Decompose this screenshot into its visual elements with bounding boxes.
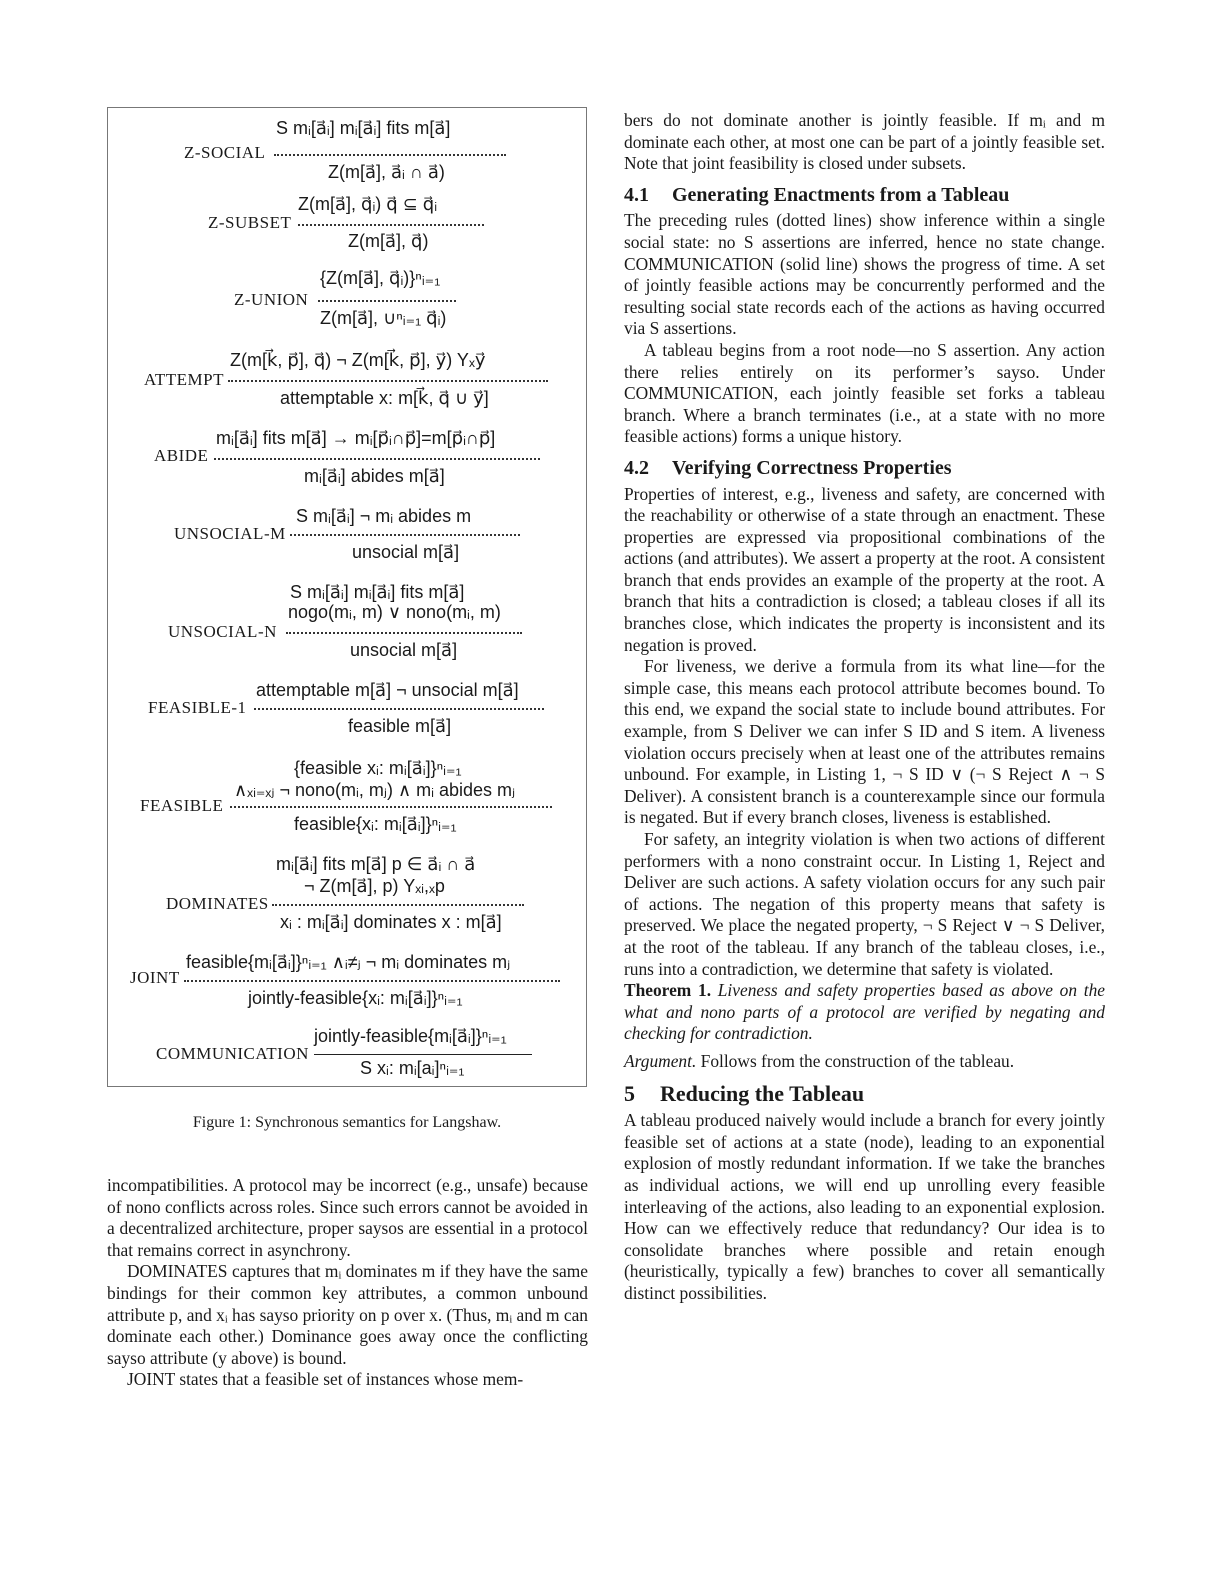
section-title: Verifying Correctness Properties	[672, 456, 952, 479]
rule-premise: ¬ Z(m[a⃗], p) Yₓᵢ,ₓp	[304, 876, 445, 896]
rule-dotted-line	[298, 224, 484, 226]
rule-conclusion: S xᵢ: mᵢ[aᵢ]ⁿᵢ₌₁	[360, 1058, 465, 1078]
rule-premise: Z(m[k⃗, p⃗], q⃗) ¬ Z(m[k⃗, p⃗], y⃗) Yₓy⃗	[230, 350, 486, 370]
argument-text: Follows from the construction of the tableau.	[700, 1050, 1015, 1071]
rule-premise: S mᵢ[a⃗ᵢ] ¬ mᵢ abides m	[296, 506, 472, 526]
rule-name: JOINT	[130, 968, 180, 987]
paragraph: Properties of interest, e.g., liveness and safety, are concerned with the reachability or otherwise of a state through an enactment. These properties are expressed via propositional combinations of the actions (and attributes). We assert a property at the root. A consistent branch that ends provides an example of the property at the root. A branch that hits a contradiction is closed; a tableau closes if all its branches close, which indicates the property is inconsistent and its negation is proved.	[624, 483, 1105, 655]
rule-conclusion: feasible{xᵢ: mᵢ[a⃗ᵢ]}ⁿᵢ₌₁	[294, 814, 457, 834]
rule-premise: Z(m[a⃗], q⃗ᵢ) q⃗ ⊆ q⃗ᵢ	[298, 194, 438, 214]
rule-conclusion: Z(m[a⃗], ∪ⁿᵢ₌₁ q⃗ᵢ)	[320, 308, 447, 328]
paragraph: incompatibilities. A protocol may be incorrect (e.g., unsafe) because of nono conflicts across roles. Since such errors cannot be avoided in a decentralized architecture, proper saysos are essential in a protocol that remains correct in asynchrony.	[107, 1175, 589, 1260]
theorem-text: Liveness and safety properties based as above on the what and nono parts of a protocol are verified by negating and checking for contradiction.	[624, 980, 1105, 1044]
rule-dotted-line	[228, 380, 548, 382]
rule-unsocial-m	[108, 504, 588, 584]
figure-caption: Figure 1: Synchronous semantics for Langshaw.	[192, 1114, 502, 1131]
section-title: Reducing the Tableau	[660, 1080, 865, 1106]
rule-dotted-line	[254, 708, 544, 710]
rule-premise: ∧ₓᵢ₌ₓⱼ ¬ nono(mᵢ, mⱼ) ∧ mᵢ abides mⱼ	[234, 780, 516, 800]
paragraph: bers do not dominate another is jointly feasible. If mᵢ and m dominate each other, at most one can be part of a jointly feasible set. Note that joint feasibility is closed under subsets.	[624, 110, 1105, 174]
rule-name: Z-SUBSET	[208, 213, 292, 232]
section-heading-4-1	[624, 185, 1105, 207]
paragraph: DOMINATES captures that mᵢ dominates m if they have the same bindings for their common key attributes, a common unbound attribute p, and xᵢ has sayso priority on p over x. (Thus, mᵢ and m can dominate each other.) Dominance goes away once the conflicting sayso attribute (y above) is bound.	[107, 1261, 588, 1368]
rule-conclusion: feasible m[a⃗]	[348, 716, 452, 736]
rule-premise: S mᵢ[a⃗ᵢ] mᵢ[a⃗ᵢ] fits m[a⃗]	[290, 582, 465, 602]
section-title: Generating Enactments from a Tableau	[672, 183, 1010, 206]
rule-solid-line	[314, 1054, 532, 1055]
rule-name: FEASIBLE-1	[148, 698, 247, 717]
rule-premise: mᵢ[a⃗ᵢ] fits m[a⃗] p ∈ a⃗ᵢ ∩ a⃗	[276, 854, 476, 874]
rule-z-subset	[108, 192, 588, 272]
rule-dotted-line	[286, 632, 522, 634]
rule-name: UNSOCIAL-N	[168, 622, 277, 641]
rule-name: COMMUNICATION	[156, 1044, 309, 1063]
rule-dominates	[108, 852, 588, 942]
rule-name: Z-UNION	[234, 290, 309, 309]
theorem-label: Theorem 1.	[624, 980, 712, 1001]
paragraph: For liveness, we derive a formula from its what line—for the simple case, this means each protocol attribute becomes bound. To this end, we expand the social state to include bound attributes. For example, from S Deliver we can infer S ID and S item. A liveness violation occurs precisely when at least one of the attributes remains unbound. For example, in Listing 1, ¬ S ID ∨ (¬ S Reject ∧ ¬ S Deliver). A consistent branch is a counterexample since our formula is negated. But if every branch closes, liveness is established.	[624, 656, 1105, 828]
rule-dotted-line	[272, 904, 524, 906]
rule-feasible	[108, 756, 588, 846]
rule-name: DOMINATES	[166, 894, 269, 913]
rule-premise: S mᵢ[a⃗ᵢ] mᵢ[a⃗ᵢ] fits m[a⃗]	[276, 118, 451, 138]
rule-joint	[108, 950, 588, 1030]
rule-premise: nogo(mᵢ, m) ∨ nono(mᵢ, m)	[288, 602, 501, 622]
rule-dotted-line	[214, 458, 540, 460]
section-heading-4-2	[624, 458, 1105, 480]
section-heading-5	[624, 1080, 1105, 1106]
paragraph: JOINT states that a feasible set of instances whose mem-	[127, 1369, 524, 1390]
left-column	[107, 1175, 588, 1391]
rule-conclusion: xᵢ : mᵢ[a⃗ᵢ] dominates x : m[a⃗]	[280, 912, 502, 932]
rule-premise: feasible{mᵢ[a⃗ᵢ]}ⁿᵢ₌₁ ∧ᵢ≠ⱼ ¬ mᵢ dominates mⱼ	[186, 952, 511, 972]
rule-communication	[108, 1024, 588, 1104]
rule-name: ATTEMPT	[144, 370, 224, 389]
rule-premise: jointly-feasible{mᵢ[a⃗ᵢ]}ⁿᵢ₌₁	[314, 1026, 507, 1046]
paragraph: A tableau produced naively would include a branch for every jointly feasible set of actions at a state (node), leading to an exponential explosion of mostly redundant information. If we take the branches as individual actions, we will end up unrolling every feasible interleaving of the actions, also leading to an exponential explosion. How can we effectively reduce that redundancy? Our idea is to consolidate branches where possible and retain enough (heuristically, typically a few) branches to cover all semantically distinct possibilities.	[624, 1110, 1105, 1303]
rule-conclusion: Z(m[a⃗], a⃗ᵢ ∩ a⃗)	[328, 162, 445, 182]
rule-premise: mᵢ[a⃗ᵢ] fits m[a⃗] → mᵢ[p⃗ᵢ∩p⃗]=m[p⃗ᵢ∩p⃗]	[216, 428, 496, 448]
rule-abide	[108, 426, 588, 506]
argument-label: Argument.	[624, 1050, 697, 1071]
rule-z-union	[108, 266, 588, 346]
section-number: 4.1	[624, 183, 649, 206]
rule-dotted-line	[230, 806, 552, 808]
rule-conclusion: Z(m[a⃗], q⃗)	[348, 231, 429, 251]
rule-dotted-line	[274, 154, 506, 156]
section-number: 4.2	[624, 456, 649, 479]
right-column	[624, 110, 1105, 1304]
rule-name: Z-SOCIAL	[184, 143, 266, 162]
section-number: 5	[624, 1080, 635, 1106]
rule-conclusion: unsocial m[a⃗]	[350, 640, 458, 660]
rule-conclusion: mᵢ[a⃗ᵢ] abides m[a⃗]	[304, 466, 445, 486]
rule-name: FEASIBLE	[140, 796, 224, 815]
rule-name: UNSOCIAL-M	[174, 524, 286, 543]
rule-premise: {Z(m[a⃗], q⃗ᵢ)}ⁿᵢ₌₁	[320, 268, 441, 288]
rule-feasible-1	[108, 678, 588, 758]
figure-1-box	[107, 107, 587, 1087]
rule-conclusion: attemptable x: m[k⃗, q⃗ ∪ y⃗]	[280, 388, 489, 408]
rule-dotted-line	[290, 534, 520, 536]
rule-conclusion: jointly-feasible{xᵢ: mᵢ[a⃗ᵢ]}ⁿᵢ₌₁	[248, 988, 463, 1008]
paragraph: The preceding rules (dotted lines) show inference within a single social state: no S assertions are inferred, hence no state change. COMMUNICATION (solid line) shows the progress of time. A set of jointly feasible actions may be concurrently performed and the resulting social state records each of the actions as having occurred via S assertions.	[624, 210, 1105, 339]
argument	[624, 1051, 1105, 1073]
rule-dotted-line	[184, 980, 560, 982]
rule-premise: attemptable m[a⃗] ¬ unsocial m[a⃗]	[256, 680, 519, 700]
rule-dotted-line	[318, 300, 456, 302]
rule-unsocial-n	[108, 580, 588, 670]
rule-attempt	[108, 348, 588, 428]
rule-z-social	[108, 116, 588, 196]
rule-name: ABIDE	[154, 446, 209, 465]
rule-premise: {feasible xᵢ: mᵢ[a⃗ᵢ]}ⁿᵢ₌₁	[294, 758, 462, 778]
paragraph: A tableau begins from a root node—no S assertion. Any action there relies entirely on its performer’s sayso. Under COMMUNICATION, each jointly feasible set forks a tableau branch. Where a branch terminates (i.e., at a state with no more feasible actions) forms a unique history.	[624, 339, 1105, 447]
theorem-1	[624, 980, 1105, 1045]
rule-conclusion: unsocial m[a⃗]	[352, 542, 460, 562]
paragraph: For safety, an integrity violation is when two actions of different performers with a nono constraint occur. In Listing 1, Reject and Deliver are such actions. A safety violation occurs for any such pair of actions. The negation of this property means that safety is preserved. We place the negated property, ¬ S Reject ∨ ¬ S Deliver, at the root of the tableau. If any branch of the tableau closes, i.e., runs into a contradiction, we determine that safety is violated.	[624, 829, 1105, 979]
